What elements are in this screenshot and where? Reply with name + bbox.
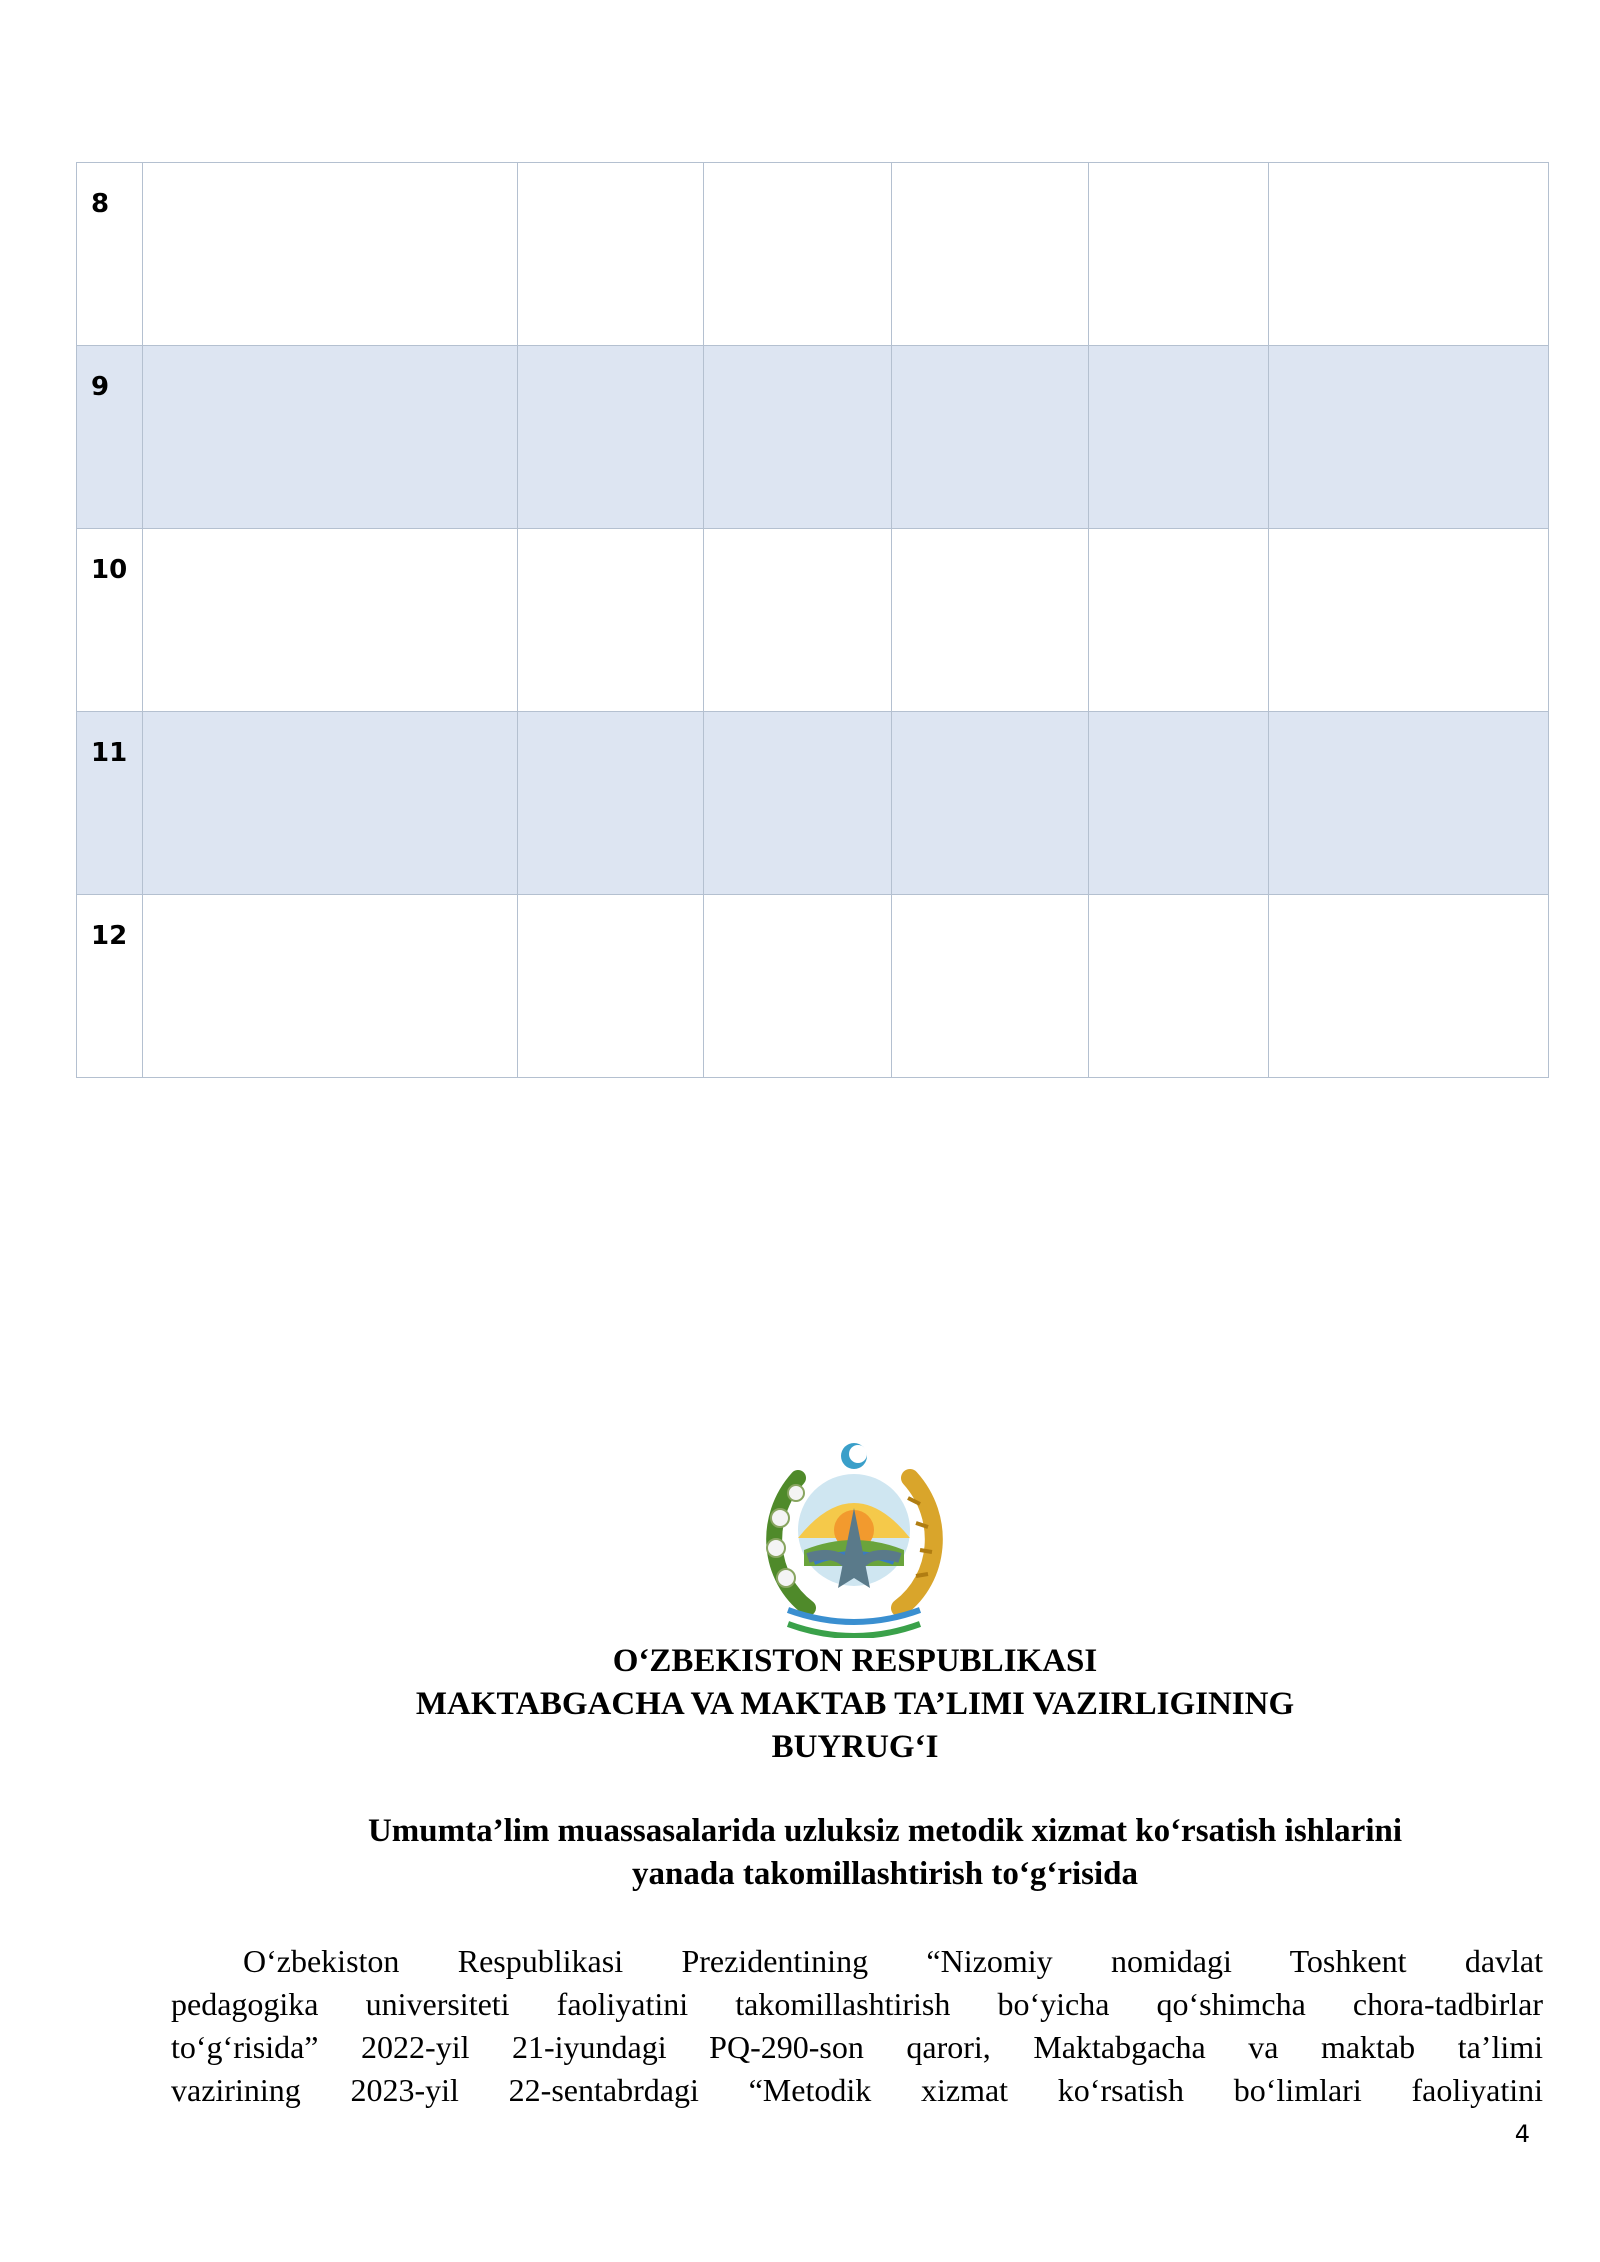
table-cell	[892, 529, 1089, 712]
body-line-3: to‘g‘risida” 2022-yil 21-iyundagi PQ-290-son qarori, Maktabgacha va maktab ta’limi	[171, 2029, 1543, 2065]
table-cell	[143, 163, 518, 346]
table-cell	[1089, 712, 1269, 895]
table-row	[77, 163, 1549, 346]
row-number: 8	[91, 189, 110, 219]
table-cell	[1089, 346, 1269, 529]
body-line-4: vazirining 2023-yil 22-sentabrdagi “Metodik xizmat ko‘rsatish bo‘limlari faoliyatini	[171, 2072, 1543, 2108]
table-cell	[704, 163, 892, 346]
table-cell	[143, 346, 518, 529]
order-heading	[170, 1640, 1540, 1769]
table-cell	[892, 163, 1089, 346]
table-cell	[143, 529, 518, 712]
row-number: 9	[91, 372, 110, 402]
table-cell	[892, 895, 1089, 1078]
body-line-2: pedagogika universiteti faoliyatini takomillashtirish bo‘yicha qo‘shimcha chora-tadbirlar	[171, 1986, 1543, 2022]
table-row	[77, 529, 1549, 712]
table-cell	[1089, 529, 1269, 712]
row-number-cell	[77, 163, 143, 346]
table-cell	[143, 712, 518, 895]
table-cell	[518, 346, 704, 529]
page-number: 4	[1514, 2120, 1530, 2148]
table-cell	[1269, 529, 1549, 712]
row-number: 12	[91, 921, 128, 951]
table-cell	[892, 346, 1089, 529]
table-cell	[518, 163, 704, 346]
table-cell	[704, 346, 892, 529]
body-paragraph	[171, 1940, 1543, 2112]
body-line-1: O‘zbekiston Respublikasi Prezidentining “Nizomiy nomidagi Toshkent davlat	[243, 1943, 1543, 1979]
row-number-cell	[77, 712, 143, 895]
row-number: 10	[91, 555, 128, 585]
table-row	[77, 895, 1549, 1078]
table-cell	[1089, 895, 1269, 1078]
table-cell	[704, 895, 892, 1078]
uzbekistan-state-emblem-icon	[748, 1438, 960, 1638]
order-subject	[170, 1810, 1600, 1896]
subject-line-1: Umumta’lim muassasalarida uzluksiz metodik xizmat ko‘rsatish ishlarini	[367, 1813, 1403, 1849]
table-cell	[892, 712, 1089, 895]
row-number-cell	[77, 895, 143, 1078]
table-row	[77, 346, 1549, 529]
table-cell	[704, 712, 892, 895]
table-cell	[1089, 163, 1269, 346]
subject-line-2: yanada takomillashtirish to‘g‘risida	[631, 1856, 1139, 1892]
data-table	[76, 162, 1549, 1078]
table-cell	[518, 895, 704, 1078]
heading-line-2: MAKTABGACHA VA MAKTAB TA’LIMI VAZIRLIGINING	[415, 1686, 1295, 1722]
table-cell	[1269, 895, 1549, 1078]
table-cell	[143, 895, 518, 1078]
row-number-cell	[77, 346, 143, 529]
table-row	[77, 712, 1549, 895]
table-cell	[704, 529, 892, 712]
row-number: 11	[91, 738, 128, 768]
heading-line-1: O‘ZBEKISTON RESPUBLIKASI	[612, 1643, 1098, 1679]
table-cell	[1269, 346, 1549, 529]
table-cell	[518, 529, 704, 712]
row-number-cell	[77, 529, 143, 712]
heading-line-3: BUYRUG‘I	[771, 1729, 939, 1765]
table-cell	[518, 712, 704, 895]
table-cell	[1269, 712, 1549, 895]
table-cell	[1269, 163, 1549, 346]
